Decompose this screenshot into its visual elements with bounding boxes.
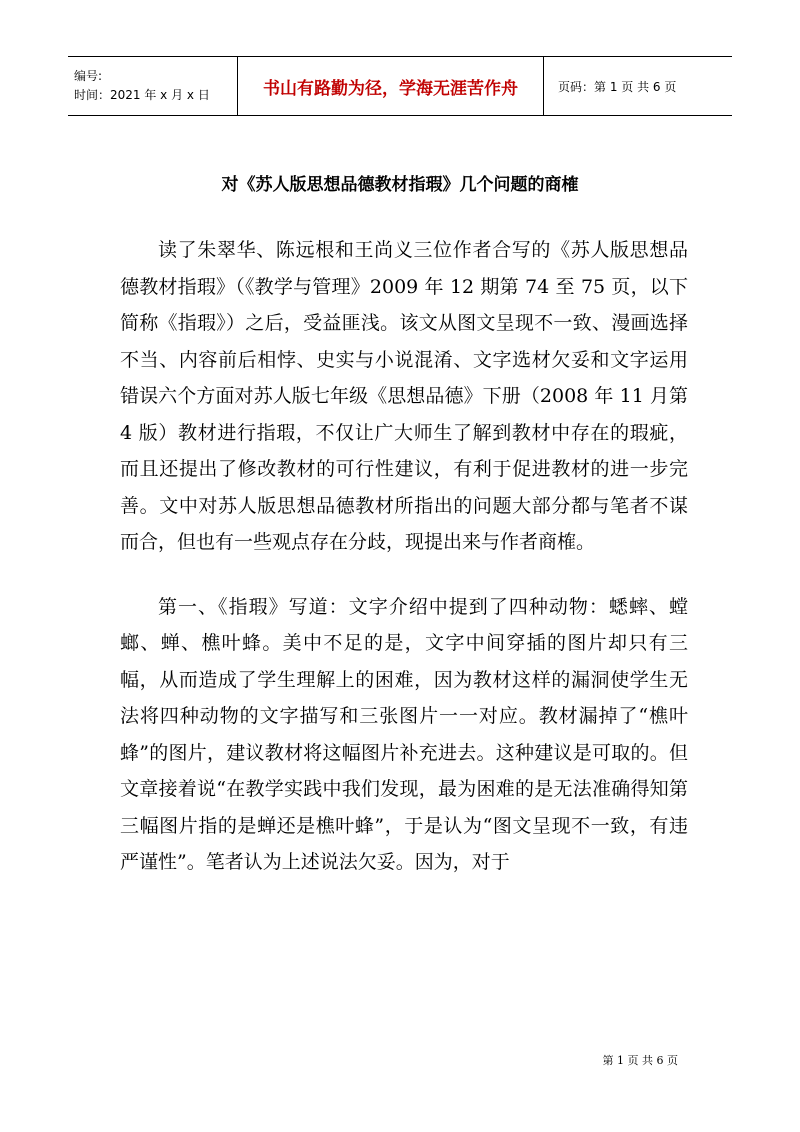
document-header	[68, 56, 732, 116]
header-motto-cell	[238, 57, 544, 115]
paragraph-1: 读了朱翠华、陈远根和王尚义三位作者合写的《苏人版思想品德教材指瑕》（《教学与管理》2009 年 12 期第 74 至 75 页，以下简称《指瑕》）之后，受益匪浅。该文从图文呈现不一致、漫画选择不当、内容前后相悖、史实与小说混淆、文字选材欠妥和文字运用错误六个方面对苏人版七年级《思想品德》下册（2008 年 11 月第 4 版）教材进行指瑕，不仅让广大师生了解到教材中存在的瑕疵，而且还提出了修改教材的可行性建议，有利于促进教材的进一步完善。文中对苏人版思想品德教材所指出的问题大部分都与笔者不谋而合，但也有一些观点存在分歧，现提出来与作者商榷。	[120, 239, 688, 553]
header-meta-cell	[68, 57, 238, 115]
time-label: 时间：2021 年 x 月 x 日	[74, 88, 210, 102]
header-page-info: 页码：第 1 页 共 6 页	[558, 79, 677, 94]
document-title: 对《苏人版思想品德教材指瑕》几个问题的商榷	[221, 175, 579, 195]
motto-text: 书山有路勤为径，学海无涯苦作舟	[263, 78, 518, 99]
page-footer: 第 1 页 共 6 页	[602, 1054, 678, 1067]
document-body	[120, 232, 688, 881]
number-label: 编号:	[74, 69, 103, 83]
paragraph-2: 第一、《指瑕》写道：文字介绍中提到了四种动物：蟋蟀、螳螂、蝉、樵叶蜂。美中不足的是，文字中间穿插的图片却只有三幅，从而造成了学生理解上的困难，因为教材这样的漏洞使学生无法将四种动物的文字描写和三张图片一一对应。教材漏掉了“樵叶蜂”的图片，建议教材将这幅图片补充进去。这种建议是可取的。但文章接着说“在教学实践中我们发现，最为困难的是无法准确得知第三幅图片指的是蝉还是樵叶蜂”，于是认为“图文呈现不一致，有违严谨性”。笔者认为上述说法欠妥。因为，对于	[120, 595, 688, 873]
header-page-cell	[544, 57, 732, 115]
